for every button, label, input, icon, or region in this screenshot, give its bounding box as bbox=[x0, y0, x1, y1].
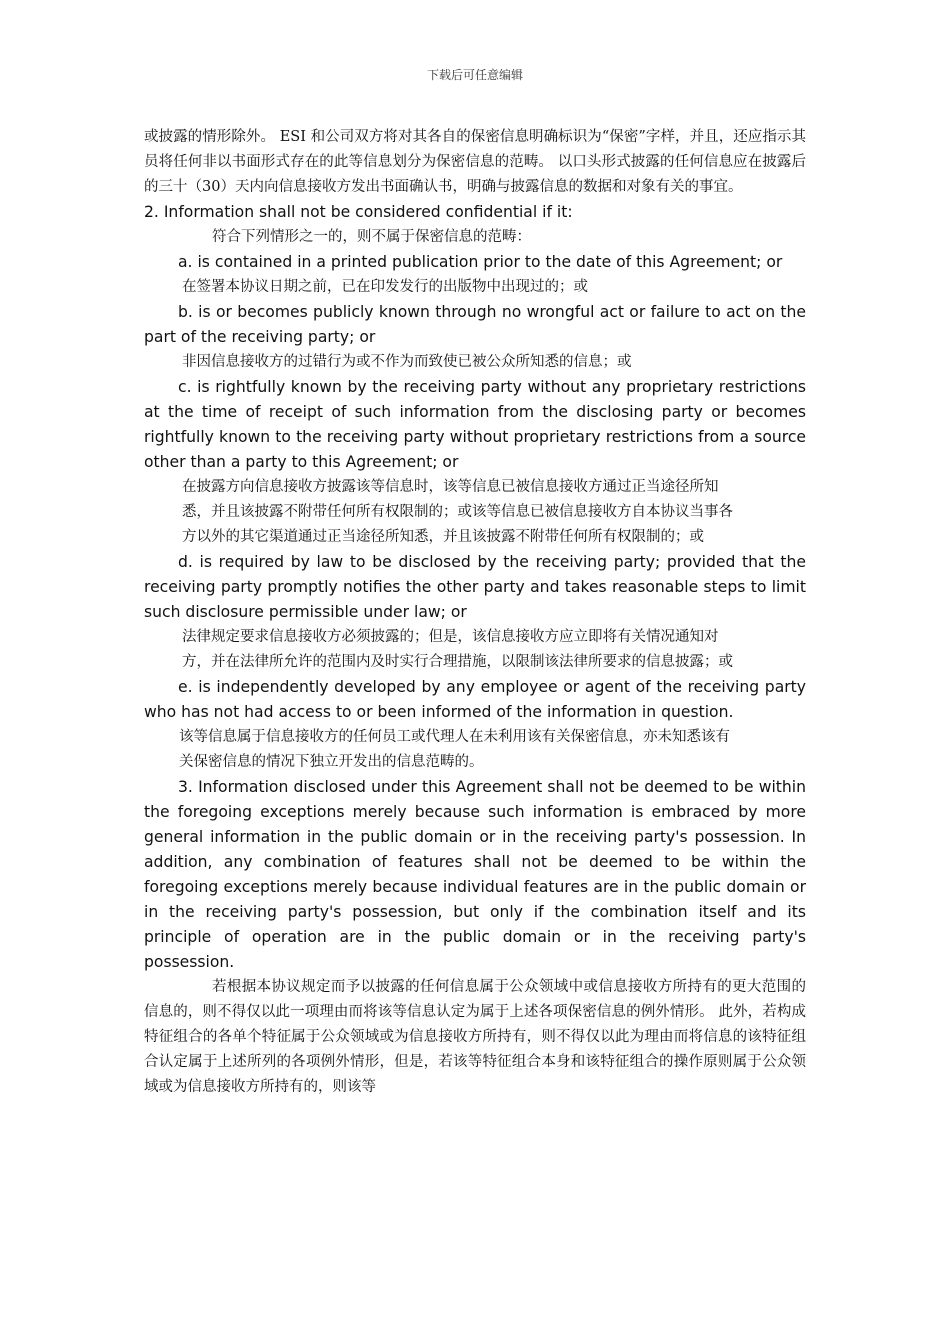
clause-2-heading-zh: 符合下列情形之一的，则不属于保密信息的范畴： bbox=[212, 229, 531, 245]
item-a-zh: 在签署本协议日期之前，已在印发发行的出版物中出现过的；或 bbox=[182, 279, 588, 295]
clause-3-zh: 若根据本协议规定而予以披露的任何信息属于公众领域中或信息接收方所持有的更大范围的信息的，则不得仅以此一项理由而将该等信息认定为属于上述各项保密信息的例外情形。 此外，若构成特征组合的各单个特征属于公众领域或为信息接收方所持有，则不得仅以此为理由而将信息的该特征组合认定属于上述所列的各项例外情形，但是，若该等特征组合本身和该特征组合的操作原则属于公众领域或为信息接收方所持有的，则该等 bbox=[144, 979, 806, 1095]
item-c-zh: 在披露方向信息接收方披露该等信息时，该等信息已被信息接收方通过正当途径所知悉，并且该披露不附带任何所有权限制的；或该等信息已被信息接收方自本协议当事各方以外的其它渠道通过正当途径所知悉，并且该披露不附带任何所有权限制的；或 bbox=[182, 479, 733, 545]
document-body bbox=[144, 125, 806, 1100]
clause-3-en: 3. Information disclosed under this Agreement shall not be deemed to be within the foregoing exceptions merely because such information is embraced by more general information in the public domain or in the receiving party's possession. In addition, any combination of features shall not be deemed to be within the foregoing exceptions merely because individual features are in the public domain or in the receiving party's possession, but only if the combination itself and its principle of operation are in the public domain or in the receiving party's possession. bbox=[144, 778, 806, 971]
item-d-zh: 法律规定要求信息接收方必须披露的；但是，该信息接收方应立即将有关情况通知对方，并在法律所允许的范围内及时实行合理措施，以限制该法律所要求的信息披露；或 bbox=[182, 629, 733, 670]
item-b-en: b. is or becomes publicly known through no wrongful act or failure to act on the part of the receiving party; or bbox=[144, 303, 806, 346]
item-a-en: a. is contained in a printed publication prior to the date of this Agreement; or bbox=[178, 253, 783, 271]
item-d-en: d. is required by law to be disclosed by the receiving party; provided that the receiving party promptly notifies the other party and takes reasonable steps to limit such disclosure permissible under law; or bbox=[144, 553, 806, 621]
item-e-en: e. is independently developed by any employee or agent of the receiving party who has not had access to or been informed of the information in question. bbox=[144, 678, 806, 721]
page-header: 下载后可任意编辑 bbox=[426, 68, 523, 82]
paragraph-zh-intro: 或披露的情形除外。 ESI 和公司双方将对其各自的保密信息明确标识为“保密”字样，并且，还应指示其员将任何非以书面形式存在的此等信息划分为保密信息的范畴。 以口头形式披露的任何信息应在披露后的三十（30）天内向信息接收方发出书面确认书，明确与披露信息的数据和对象有关的事宜。 bbox=[144, 129, 806, 195]
item-e-zh: 该等信息属于信息接收方的任何员工或代理人在未利用该有关保密信息，亦未知悉该有关保密信息的情况下独立开发出的信息范畴的。 bbox=[179, 729, 730, 770]
item-c-en: c. is rightfully known by the receiving party without any proprietary restrictions at the time of receipt of such information from the disclosing party or becomes rightfully known to the receiving party without proprietary restrictions from a source other than a party to this Agreement; or bbox=[144, 378, 806, 471]
clause-2-heading: 2. Information shall not be considered confidential if it: bbox=[144, 203, 573, 221]
item-b-zh: 非因信息接收方的过错行为或不作为而致使已被公众所知悉的信息；或 bbox=[182, 354, 632, 370]
